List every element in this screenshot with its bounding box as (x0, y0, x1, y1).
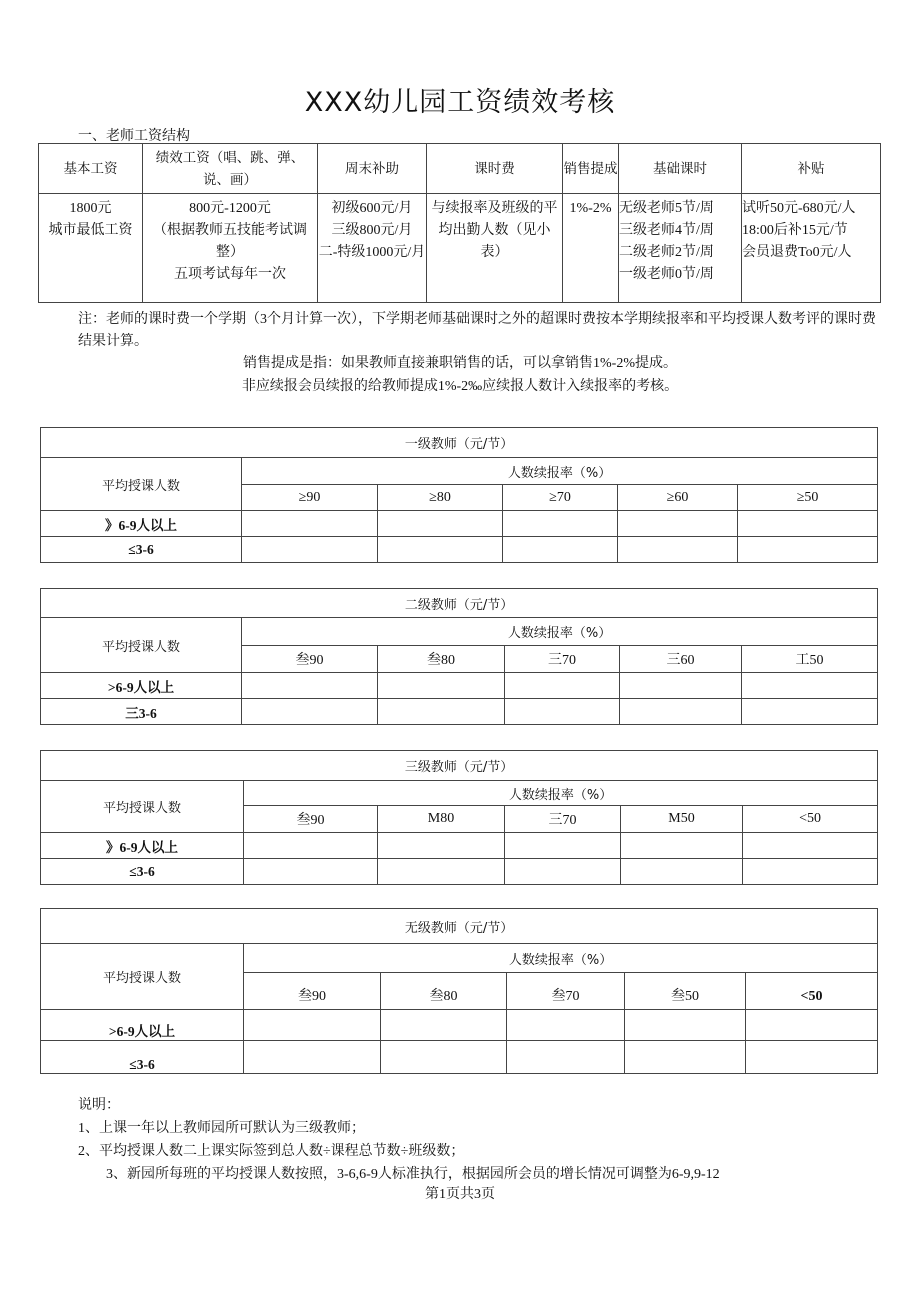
table-row (41, 859, 878, 885)
note-sales-commission: 销售提成是指：如果教师直接兼职销售的话，可以拿销售1%-2%提成。 (243, 356, 677, 371)
empty-cell (738, 537, 878, 563)
empty-cell (505, 699, 620, 725)
threshold-cell: ≥50 (738, 485, 878, 511)
empty-cell (242, 673, 378, 699)
row-header: 平均授课人数 (41, 781, 244, 833)
row-label: 》6-9人以上 (41, 833, 244, 859)
rate-table-title: 无级教师（元/节） (41, 909, 878, 944)
salary-cell (563, 194, 619, 303)
empty-cell (505, 859, 621, 885)
empty-cell (244, 1041, 381, 1074)
cell-line: 与续报率及班级的平均出勤人数（见小表） (431, 201, 558, 260)
threshold-cell: 三60 (620, 646, 742, 673)
cell-line: （根据教师五技能考试调整） (153, 223, 307, 260)
empty-cell (378, 833, 505, 859)
empty-cell (507, 1041, 625, 1074)
threshold-cell: ≥80 (378, 485, 503, 511)
cell-line: 18:00后补15元/节 (742, 223, 848, 238)
empty-cell (620, 699, 742, 725)
rate-header: 人数续报率（%） (244, 781, 878, 806)
rate-header: 人数续报率（%） (244, 944, 878, 973)
threshold-cell: ≥90 (242, 485, 378, 511)
row-header: 平均授课人数 (41, 944, 244, 1010)
cell-line: 1800元 (69, 201, 112, 216)
cell-line: 五项考试每年一次 (174, 267, 286, 282)
empty-cell (378, 859, 505, 885)
empty-cell (503, 537, 618, 563)
cell-line: 1%-2% (569, 201, 612, 216)
threshold-cell: 三70 (505, 646, 620, 673)
cell-line: 二级老师2节/周 (619, 245, 714, 260)
salary-cell (742, 194, 881, 303)
threshold-cell: 叁70 (507, 973, 625, 1010)
rate-table (40, 750, 878, 885)
note-renewal-commission: 非应续报会员续报的给教师提成1%-2‰应续报人数计入续报率的考核。 (241, 379, 679, 394)
row-header: 平均授课人数 (41, 458, 242, 511)
row-label: >6-9人以上 (41, 1010, 244, 1041)
threshold-cell: 叁50 (625, 973, 746, 1010)
table-row (41, 673, 878, 699)
empty-cell (746, 1041, 878, 1074)
note-course-fee: 注：老师的课时费一个学期（3个月计算一次），下学期老师基础课时之外的超课时费按本学期续报率和平均授课人数考评的课时费结果计算。 (78, 312, 876, 349)
header-cell: 绩效工资（唱、跳、弹、说、画） (143, 144, 318, 194)
rate-table (40, 588, 878, 725)
threshold-cell: <50 (743, 806, 878, 833)
explanation-heading: 说明： (78, 1098, 120, 1113)
empty-cell (621, 859, 743, 885)
rate-table-title: 二级教师（元/节） (41, 589, 878, 618)
threshold-cell: ≥60 (618, 485, 738, 511)
cell-line: 试听50元-680元/人 (742, 201, 856, 216)
cell-line: 二-特级1000元/月 (318, 245, 426, 260)
explanation-item: 1、上课一年以上教师园所可默认为三级教师； (78, 1121, 365, 1136)
empty-cell (742, 673, 878, 699)
threshold-cell: 三70 (505, 806, 621, 833)
page-footer: 第1页共3页 (425, 1187, 495, 1202)
salary-cell (39, 194, 143, 303)
rate-table-title: 三级教师（元/节） (41, 751, 878, 781)
threshold-cell: 叁90 (244, 973, 381, 1010)
row-label: ≤3-6 (41, 537, 242, 563)
cell-line: 城市最低工资 (48, 223, 133, 238)
rate-table (40, 908, 878, 1074)
empty-cell (503, 511, 618, 537)
empty-cell (625, 1041, 746, 1074)
empty-cell (620, 673, 742, 699)
rate-header: 人数续报率（%） (242, 618, 878, 646)
cell-line: 三级800元/月 (331, 223, 413, 238)
empty-cell (381, 1041, 507, 1074)
header-cell: 周末补助 (318, 144, 427, 194)
threshold-cell: 叁90 (244, 806, 378, 833)
empty-cell (244, 859, 378, 885)
empty-cell (244, 833, 378, 859)
empty-cell (743, 859, 878, 885)
empty-cell (381, 1010, 507, 1041)
cell-line: 三级老师4节/周 (619, 223, 714, 238)
threshold-cell: M80 (378, 806, 505, 833)
row-label: 》6-9人以上 (41, 511, 242, 537)
cell-line: 无级老师5节/周 (619, 201, 714, 216)
header-cell: 基础课时 (619, 144, 742, 194)
row-label: 三3-6 (41, 699, 242, 725)
cell-line: 初级600元/月 (331, 201, 413, 216)
row-label: ≤3-6 (41, 859, 244, 885)
rate-header: 人数续报率（%） (242, 458, 878, 485)
empty-cell (242, 537, 378, 563)
empty-cell (625, 1010, 746, 1041)
cell-line: 一级老师0节/周 (619, 267, 714, 282)
empty-cell (618, 511, 738, 537)
rate-table (40, 427, 878, 563)
section-heading: 一、老师工资结构 (78, 128, 190, 144)
threshold-cell: 叁90 (242, 646, 378, 673)
threshold-cell: 叁80 (378, 646, 505, 673)
threshold-cell: 叁80 (381, 973, 507, 1010)
table-row (41, 833, 878, 859)
empty-cell (505, 833, 621, 859)
empty-cell (242, 699, 378, 725)
row-label: ≤3-6 (41, 1041, 244, 1074)
empty-cell (378, 699, 505, 725)
empty-cell (505, 673, 620, 699)
explanation-item: 3、新园所每班的平均授课人数按照，3-6,6-9人标准执行，根据园所会员的增长情况可调整为6-9,9-12 (106, 1167, 720, 1182)
table-row (41, 1010, 878, 1041)
empty-cell (618, 537, 738, 563)
threshold-cell: <50 (746, 973, 878, 1010)
row-header: 平均授课人数 (41, 618, 242, 673)
empty-cell (743, 833, 878, 859)
empty-cell (507, 1010, 625, 1041)
empty-cell (621, 833, 743, 859)
row-label: >6-9人以上 (41, 673, 242, 699)
header-cell: 销售提成 (563, 144, 619, 194)
header-cell: 补贴 (742, 144, 881, 194)
cell-line: 会员退费To0元/人 (742, 245, 852, 260)
salary-cell (143, 194, 318, 303)
empty-cell (738, 511, 878, 537)
threshold-cell: ≥70 (503, 485, 618, 511)
empty-cell (242, 511, 378, 537)
empty-cell (378, 673, 505, 699)
table-row (41, 699, 878, 725)
document-title: XXX幼儿园工资绩效考核 (304, 87, 616, 118)
table-row (41, 537, 878, 563)
cell-line: 800元-1200元 (189, 201, 271, 216)
rate-table-title: 一级教师（元/节） (41, 428, 878, 458)
table-row (41, 1041, 878, 1074)
table-row (41, 511, 878, 537)
empty-cell (244, 1010, 381, 1041)
salary-cell (427, 194, 563, 303)
salary-structure-table (38, 143, 881, 303)
explanation-item: 2、平均授课人数二上课实际签到总人数÷课程总节数÷班级数； (78, 1144, 465, 1159)
empty-cell (378, 537, 503, 563)
salary-cell (619, 194, 742, 303)
header-cell: 基本工资 (39, 144, 143, 194)
empty-cell (378, 511, 503, 537)
empty-cell (742, 699, 878, 725)
empty-cell (746, 1010, 878, 1041)
threshold-cell: 工50 (742, 646, 878, 673)
threshold-cell: M50 (621, 806, 743, 833)
salary-cell (318, 194, 427, 303)
header-cell: 课时费 (427, 144, 563, 194)
